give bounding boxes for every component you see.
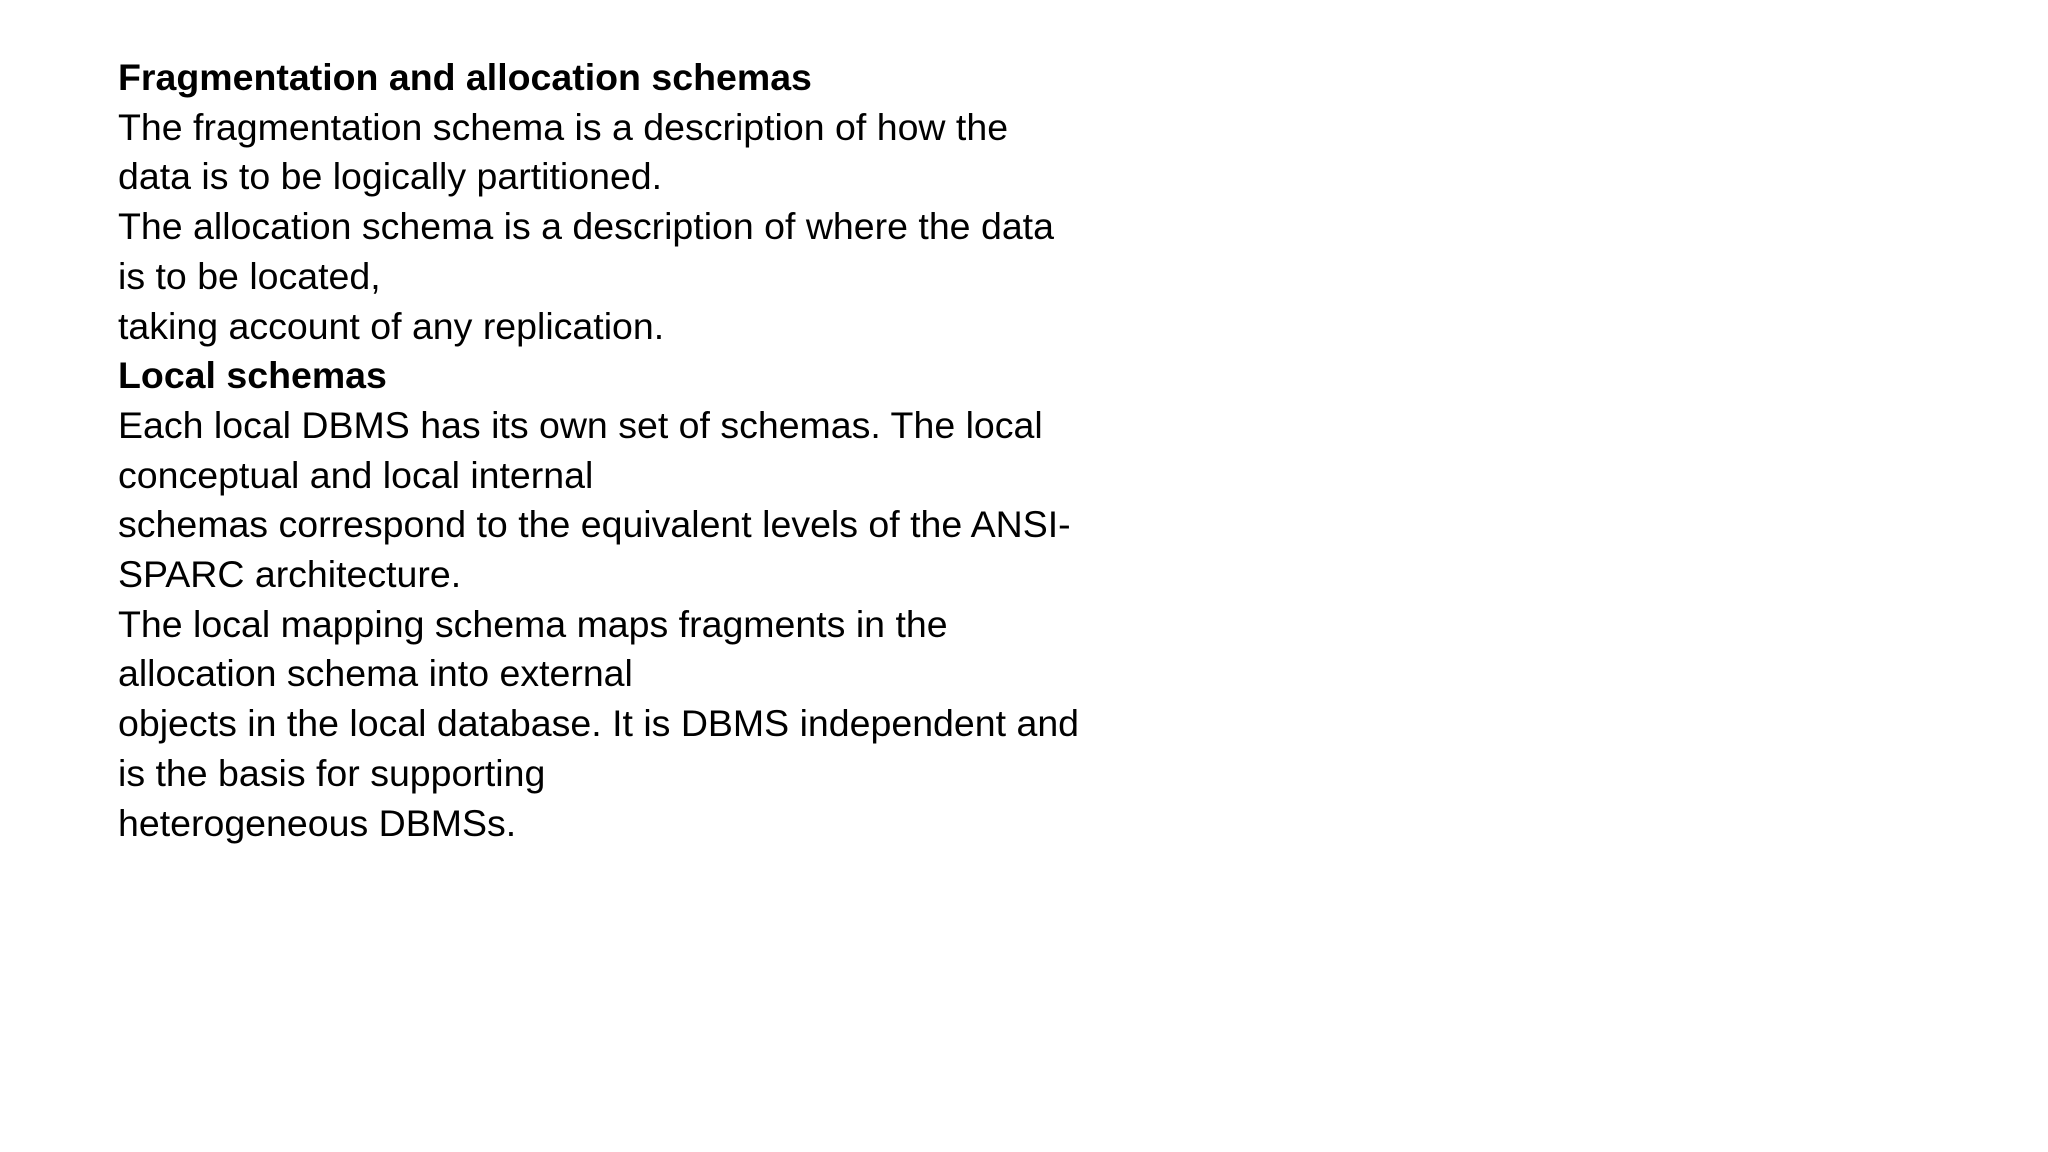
section-heading-fragmentation-allocation: Fragmentation and allocation schemas: [118, 56, 812, 98]
paragraph-line: schemas correspond to the equivalent levels of the ANSI-: [118, 503, 1071, 546]
paragraph-line: taking account of any replication.: [118, 304, 665, 347]
paragraph-line: The allocation schema is a description of where the data: [118, 205, 1054, 248]
paragraph-line: The fragmentation schema is a description of how the: [118, 105, 1009, 148]
paragraph-line: allocation schema into external: [118, 652, 633, 695]
paragraph-line: conceptual and local internal: [118, 453, 594, 496]
paragraph-line: The local mapping schema maps fragments in the: [118, 602, 948, 645]
document-body: [118, 53, 1158, 848]
section-heading-local-schemas: Local schemas: [118, 354, 387, 397]
paragraph-line: data is to be logically partitioned.: [118, 155, 663, 198]
paragraph-line: Each local DBMS has its own set of schemas. The local: [118, 403, 1043, 446]
paragraph-line: is to be located,: [118, 254, 381, 297]
paragraph-line: heterogeneous DBMSs.: [118, 801, 517, 844]
paragraph-line: objects in the local database. It is DBMS independent and: [118, 702, 1080, 745]
paragraph-line: SPARC architecture.: [118, 553, 462, 596]
paragraph-line: is the basis for supporting: [118, 751, 546, 794]
